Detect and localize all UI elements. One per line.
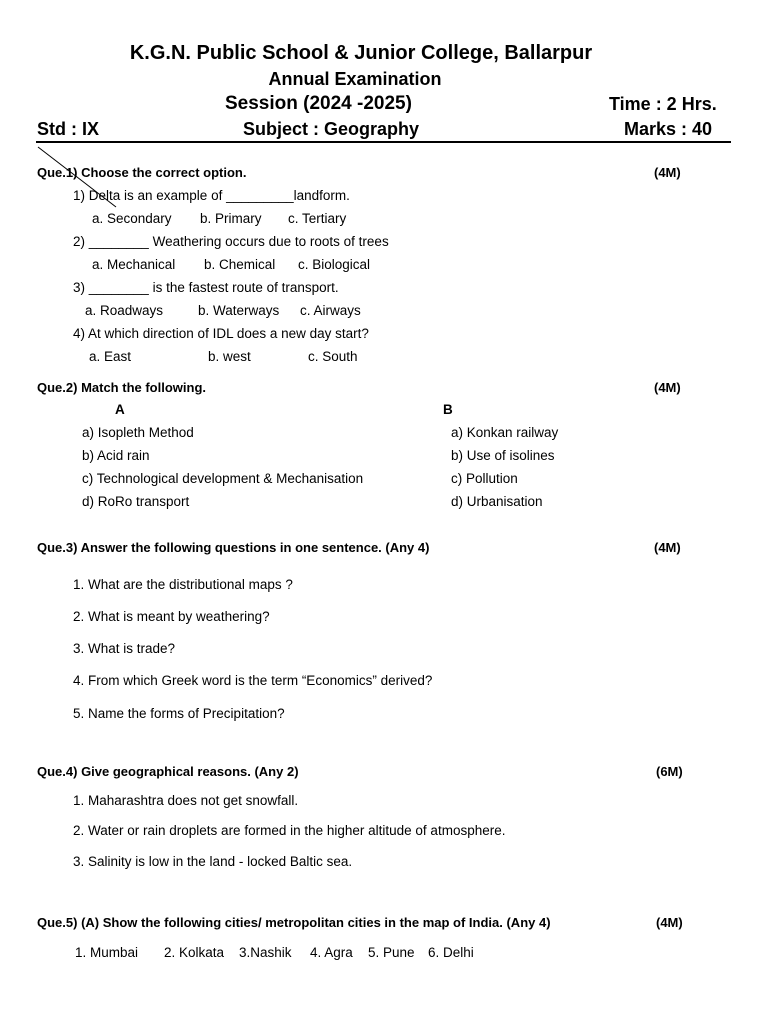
q2-col-b-header: B (443, 402, 453, 417)
q2-col-b-item-4: d) Urbanisation (451, 494, 543, 509)
q1-2-option-b: b. Chemical (204, 257, 276, 272)
q3-item-1: 1. What are the distributional maps ? (73, 577, 293, 592)
marks-label: Marks : 40 (624, 119, 713, 139)
q1-1-option-a: a. Secondary (92, 211, 172, 226)
school-name: K.G.N. Public School & Junior College, Ballarpur (129, 42, 593, 64)
q3-title: Que.3) Answer the following questions in one sentence. (Any 4) (37, 540, 430, 555)
q1-4-option-a: a. East (89, 349, 132, 364)
q5-city-3: 3.Nashik (239, 945, 292, 960)
q1-3-option-b: b. Waterways (198, 303, 280, 318)
q5-city-6: 6. Delhi (428, 945, 474, 960)
q2-col-b-item-2: b) Use of isolines (451, 448, 555, 463)
q1-4-option-b: b. west (208, 349, 251, 364)
q4-item-1: 1. Maharashtra does not get snowfall. (73, 793, 299, 808)
q5-marks: (4M) (656, 915, 683, 930)
q3-marks: (4M) (654, 540, 681, 555)
q3-item-2: 2. What is meant by weathering? (73, 609, 270, 624)
q1-1-option-c: c. Tertiary (288, 211, 347, 226)
q3-item-5: 5. Name the forms of Precipitation? (73, 706, 285, 721)
q2-col-a-item-2: b) Acid rain (82, 448, 150, 463)
q5-city-2: 2. Kolkata (164, 945, 225, 960)
q4-title: Que.4) Give geographical reasons. (Any 2) (37, 764, 299, 779)
q5-city-5: 5. Pune (368, 945, 415, 960)
q2-col-a-item-4: d) RoRo transport (82, 494, 190, 509)
q1-2-option-a: a. Mechanical (92, 257, 176, 272)
q4-marks: (6M) (656, 764, 683, 779)
q1-1-option-b: b. Primary (200, 211, 262, 226)
time-label: Time : 2 Hrs. (609, 94, 717, 114)
q3-item-4: 4. From which Greek word is the term “Economics” derived? (73, 673, 433, 688)
q1-3-option-a: a. Roadways (85, 303, 164, 318)
q2-col-a-item-3: c) Technological development & Mechanisation (82, 471, 364, 486)
q1-question-3: 3) ________ is the fastest route of transport. (73, 280, 339, 295)
q1-marks: (4M) (654, 165, 681, 180)
q1-2-option-c: c. Biological (298, 257, 371, 272)
header-rule (36, 141, 731, 143)
q2-col-b-item-3: c) Pollution (451, 471, 518, 486)
q4-item-2: 2. Water or rain droplets are formed in the higher altitude of atmosphere. (73, 823, 506, 838)
q1-3-option-c: c. Airways (300, 303, 361, 318)
q4-item-3: 3. Salinity is low in the land - locked Baltic sea. (73, 854, 353, 869)
q1-title: Que.1) Choose the correct option. (37, 165, 247, 180)
q5-title: Que.5) (A) Show the following cities/ metropolitan cities in the map of India. (Any 4) (37, 915, 551, 930)
q1-question-2: 2) ________ Weathering occurs due to roots of trees (73, 234, 389, 249)
subject-label: Subject : Geography (243, 119, 420, 139)
q2-col-a-item-1: a) Isopleth Method (82, 425, 194, 440)
q1-4-option-c: c. South (308, 349, 358, 364)
q5-city-1: 1. Mumbai (75, 945, 139, 960)
q2-marks: (4M) (654, 380, 681, 395)
session-label: Session (2024 -2025) (225, 93, 412, 114)
q2-title: Que.2) Match the following. (37, 380, 206, 395)
q1-question-4: 4) At which direction of IDL does a new day start? (73, 326, 369, 341)
q1-question-1: 1) Delta is an example of _________landform. (73, 188, 350, 203)
q2-col-a-header: A (115, 402, 125, 417)
q3-item-3: 3. What is trade? (73, 641, 176, 656)
q2-col-b-item-1: a) Konkan railway (451, 425, 559, 440)
exam-title: Annual Examination (268, 69, 442, 89)
std-label: Std : IX (37, 119, 99, 139)
q5-city-4: 4. Agra (310, 945, 353, 960)
